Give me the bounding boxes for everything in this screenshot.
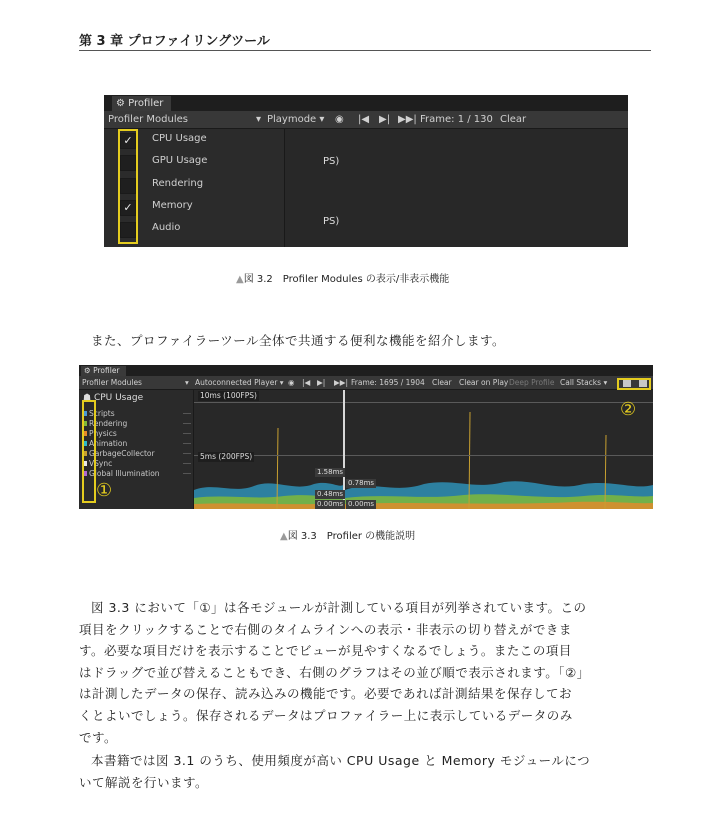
paragraph xyxy=(79,750,653,793)
clear-button[interactable]: Clear xyxy=(432,378,452,387)
profiler-icon: ⚙ xyxy=(84,366,94,375)
paragraph: また、プロファイラーツール全体で共通する便利な機能を紹介します。 xyxy=(91,333,506,348)
chevron-down-icon[interactable]: ▾ xyxy=(185,378,189,387)
module-item-audio[interactable]: Audio xyxy=(104,218,284,240)
checkbox[interactable]: ✓ xyxy=(120,133,136,149)
clear-on-play-button[interactable]: Clear on Play xyxy=(459,378,509,387)
deep-profile-button[interactable]: Deep Profile xyxy=(509,378,555,387)
last-frame-icon[interactable]: ▶▶| xyxy=(398,114,417,125)
text-line: はドラッグで並び替えることもでき、右側のグラフはその並び順で表示されます。「②」 xyxy=(79,664,590,680)
graph-label: PS) xyxy=(323,216,340,227)
figure-profiler-modules xyxy=(104,95,628,247)
graph-area xyxy=(285,129,628,247)
value-label: 1.58ms xyxy=(317,468,344,476)
tab-profiler[interactable] xyxy=(112,96,171,111)
tab-label: Profiler xyxy=(128,98,164,109)
text-line: 本書籍では図 3.1 のうち、使用頻度が高い CPU Usage と Memory モジュールにつ xyxy=(91,753,591,768)
tab-profiler[interactable]: ⚙ Profiler xyxy=(81,366,126,376)
module-item-memory[interactable]: ✓ Memory xyxy=(104,196,284,218)
text-line: は計測したデータの保存、読み込みの機能です。必要であれば計測結果を保存してお xyxy=(79,686,573,702)
text-line: くとよいでしょう。保存されるデータはプロファイラー上に表示しているデータのみ xyxy=(79,707,573,723)
tab-bar xyxy=(104,95,628,111)
frame-counter: Frame: 1 / 130 xyxy=(420,114,493,125)
text-line: です。 xyxy=(79,729,118,745)
legend-item[interactable]: Global Illumination xyxy=(89,469,160,478)
figure-caption: ▲図 3.3 Profiler の機能説明 xyxy=(280,531,416,542)
module-title: ☗ CPU Usage xyxy=(83,393,144,403)
first-frame-icon[interactable]: |◀ xyxy=(302,378,311,387)
value-label: 0.78ms xyxy=(348,479,375,487)
profiler-modules-dropdown[interactable]: Profiler Modules xyxy=(82,378,142,387)
legend-item[interactable]: Rendering xyxy=(89,419,128,428)
record-icon[interactable]: ◉ xyxy=(288,378,295,387)
module-item-gpu[interactable]: GPU Usage xyxy=(104,151,284,173)
text-line: 項目をクリックすることで右側のタイムラインへの表示・非表示の切り替えができま xyxy=(79,621,572,637)
next-frame-icon[interactable]: ▶| xyxy=(317,378,326,387)
clear-button[interactable]: Clear xyxy=(500,114,527,125)
value-label: 0.00ms xyxy=(348,500,375,508)
tab-bar xyxy=(79,365,653,376)
chevron-down-icon[interactable]: ▾ xyxy=(256,114,262,125)
marker-one: ① xyxy=(96,480,113,501)
timeline-svg xyxy=(194,390,653,509)
paragraph xyxy=(79,597,653,748)
marker-two: ② xyxy=(620,399,637,420)
value-label: 0.48ms xyxy=(317,490,344,498)
profiler-icon: ⚙ xyxy=(116,98,129,109)
record-icon[interactable]: ◉ xyxy=(335,114,344,125)
module-item-rendering[interactable]: Rendering xyxy=(104,174,284,196)
playmode-dropdown[interactable]: Playmode ▾ xyxy=(267,114,325,125)
module-item-cpu[interactable]: ✓ CPU Usage xyxy=(104,129,284,151)
value-label: 0.00ms xyxy=(317,500,344,508)
highlight-box xyxy=(617,378,651,390)
last-frame-icon[interactable]: ▶▶| xyxy=(334,378,349,387)
legend-item[interactable]: VSync xyxy=(89,459,113,468)
player-dropdown[interactable]: Autoconnected Player ▾ xyxy=(195,378,284,387)
profiler-modules-dropdown[interactable]: Profiler Modules xyxy=(108,114,188,125)
cpu-icon: ☗ xyxy=(83,393,94,403)
toolbar xyxy=(79,376,653,390)
call-stacks-dropdown[interactable]: Call Stacks ▾ xyxy=(560,378,608,387)
grid-line xyxy=(194,402,653,403)
figure-caption: ▲図 3.2 Profiler Modules の表示/非表示機能 xyxy=(236,274,450,285)
axis-label: 5ms (200FPS) xyxy=(200,452,253,461)
highlight-box xyxy=(118,129,138,244)
header-rule xyxy=(79,50,651,51)
legend-item[interactable]: Scripts xyxy=(89,409,115,418)
graph-label: PS) xyxy=(323,156,340,167)
next-frame-icon[interactable]: ▶| xyxy=(379,114,391,125)
legend-item[interactable]: Animation xyxy=(89,439,128,448)
axis-label: 10ms (100FPS) xyxy=(200,391,257,400)
highlight-box xyxy=(82,400,96,503)
first-frame-icon[interactable]: |◀ xyxy=(358,114,370,125)
cpu-timeline-graph[interactable] xyxy=(194,390,653,509)
frame-counter: Frame: 1695 / 1904 xyxy=(351,378,425,387)
checkbox[interactable]: ✓ xyxy=(120,200,136,216)
text-line: す。必要な項目だけを表示することでビューが見やすくなるでしょう。またこの項目 xyxy=(79,643,572,659)
toolbar xyxy=(104,111,628,129)
text-line: いて解説を行います。 xyxy=(79,774,209,790)
legend-item[interactable]: GarbageCollector xyxy=(89,449,155,458)
chapter-header: 第 3 章 プロファイリングツール xyxy=(79,34,270,49)
grid-line xyxy=(194,455,653,456)
text-line: 図 3.3 において「①」は各モジュールが計測している項目が列挙されています。この xyxy=(91,600,587,615)
legend-item[interactable]: Physics xyxy=(89,429,117,438)
figure-profiler-features xyxy=(79,365,653,509)
